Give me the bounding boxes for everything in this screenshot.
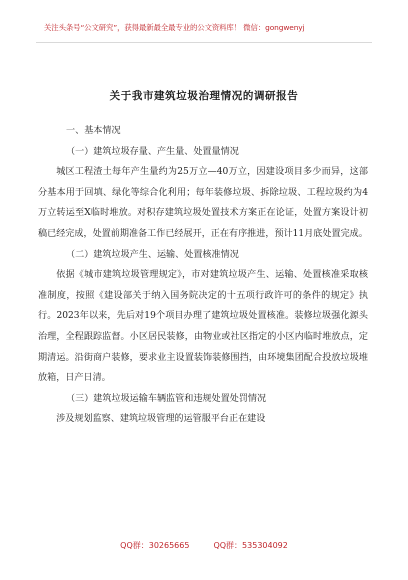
paragraph-3: 涉及规划监察、建筑垃圾管理的运管服平台正在建设 — [56, 414, 266, 425]
header-promo-text: 关注头条号“公文研究”，获得最新最全最专业的公文资料库！ 微信：gongwenyj — [44, 23, 305, 32]
paragraph-2: 依据《城市建筑垃圾管理规定》，市对建筑垃圾产生、运输、处置核准采取核准制度，按照《建设部关于纳入国务院决定的十五项行政许可的条件的规定》执行。2023年以来，先后对19个项目办理了建筑垃圾处置核准。装修垃圾强化源头治理，全程跟踪监督。小区居民装修，由物业或社区指定的小区内临时堆放点，定期清运。沿街商户装修，要求业主设置装饰装修围挡，由环境集团配合投放垃圾堆放箱，日产日清。 — [38, 270, 368, 384]
footer-qq-group-2: QQ群：535304092 — [213, 541, 288, 550]
header-divider — [36, 42, 372, 43]
footer-qq-group-1: QQ群：30265665 — [120, 541, 190, 550]
document-body — [38, 121, 368, 430]
subsection-heading-2: （二）建筑垃圾产生、运输、处置核准情况 — [66, 249, 239, 260]
paragraph-1: 城区工程渣土每年产生量约为25万立—40万立，因建设项目多少而异，这部分基本用于回填、绿化等综合化利用；每年装修垃圾、拆除垃圾、工程垃圾约为4万立转运至X临时堆放。对积存建筑垃圾处置技术方案正在论证，处置方案设计初稿已经完成，处置前期准备工作已经展开，正在有序推进，预计11月底处置完成。 — [38, 167, 368, 239]
document-title: 关于我市建筑垃圾治理情况的调研报告 — [109, 90, 299, 102]
footer-contact — [0, 540, 408, 551]
subsection-heading-3: （三）建筑垃圾运输车辆监管和违规处置处罚情况 — [66, 393, 267, 404]
subsection-heading-1: （一）建筑垃圾存量、产生量、处置量情况 — [66, 146, 239, 157]
section-heading-1: 一、基本情况 — [66, 126, 121, 136]
